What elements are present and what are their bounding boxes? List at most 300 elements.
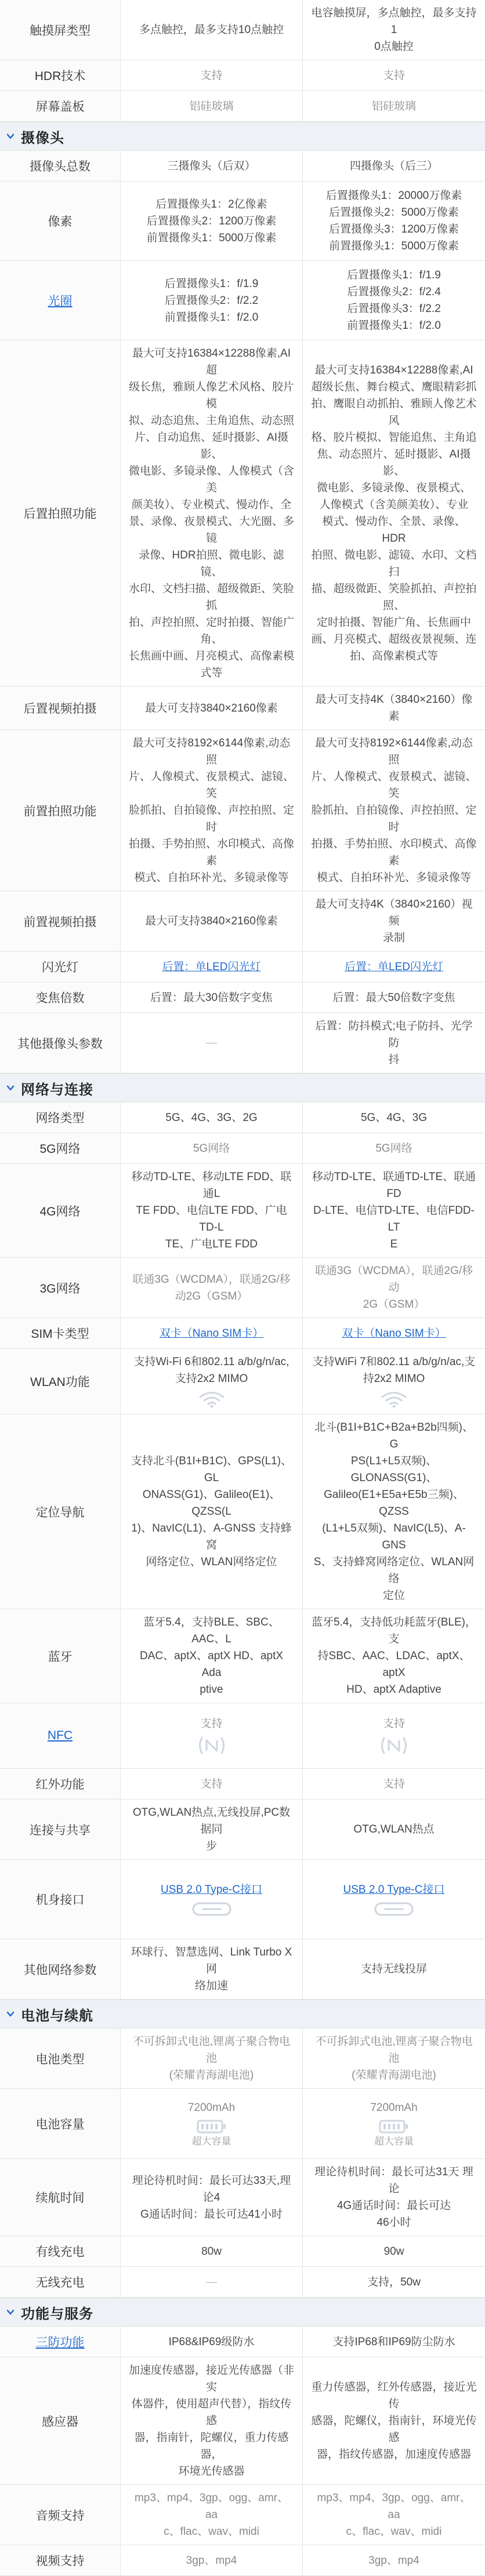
spec-label[interactable] [0, 1703, 121, 1768]
spec-value-a [121, 1609, 303, 1703]
spec-value-line: 0点触控 [374, 41, 414, 53]
spec-value-line: 拟、动态追焦、主角追焦、动态照 [129, 415, 295, 427]
spec-value-line: 3gp、mp4 [368, 2554, 419, 2567]
spec-value-line: 支持无线投屏 [360, 1963, 427, 1975]
spec-value-b [303, 1133, 485, 1163]
spec-value-line: 移动TD-LTE、移动LTE FDD、联通L [131, 1171, 292, 1200]
spec-value-a [121, 2327, 303, 2357]
spec-row [0, 1133, 485, 1164]
spec-value-a [121, 2267, 303, 2297]
spec-value-b [303, 2327, 485, 2357]
spec-value-line: 最大可支持8192×6144像素,动态照 [132, 737, 291, 766]
spec-value-b [303, 982, 485, 1013]
spec-value-line: 描、超级微距、笑脸抓拍、声控拍照、 [311, 583, 477, 612]
spec-value-line: 最大可支持3840×2160像素 [145, 702, 278, 714]
section-title: 电池与续航 [21, 2008, 93, 2024]
spec-value-line: 抖 [388, 1054, 400, 1066]
spec-value-line: 器，指纹传感器，加速度传感器 [316, 2448, 471, 2461]
spec-row [0, 1013, 485, 1073]
spec-label-text: 感应器 [42, 2415, 78, 2429]
spec-label-text: HDR技术 [34, 70, 86, 83]
spec-value-line: 支持，50w [367, 2276, 421, 2288]
spec-value-line: TE、广电LTE FDD [165, 1238, 258, 1250]
spec-value-line: 级长焦，雅顾人像艺术风格、胶片模 [129, 381, 295, 410]
section-title: 功能与服务 [21, 2306, 93, 2322]
spec-value-a[interactable] [121, 1860, 303, 1939]
spec-value-line: 环球行、智慧选网、Link Turbo X网 [131, 1946, 292, 1975]
spec-value-line: 后置摄像头2：f/2.2 [164, 294, 259, 307]
spec-label [0, 182, 121, 260]
spec-row [0, 687, 485, 730]
spec-row [0, 1860, 485, 1939]
spec-label [0, 730, 121, 891]
spec-value-line: 模式、慢动作、全景、录像、HDR [322, 516, 466, 545]
spec-label-link[interactable]: 光圈 [48, 295, 73, 308]
spec-value-a [121, 1013, 303, 1073]
spec-row [0, 1414, 485, 1609]
spec-value-line: OTG,WLAN热点,无线投屏,PC数据同 [132, 1806, 291, 1835]
spec-row [0, 1703, 485, 1769]
spec-value-line: 人像模式（含美颜美妆）、专业 [319, 499, 469, 511]
spec-label-text: 音频支持 [35, 2509, 85, 2523]
spec-row [0, 1102, 485, 1133]
spec-value-line: 支持Wi-Fi 6和802.11 a/b/g/n/ac, [133, 1356, 289, 1368]
spec-value-line: 定位 [382, 1590, 405, 1602]
spec-value-a [121, 982, 303, 1013]
spec-value-b [303, 2267, 485, 2297]
spec-value-b [303, 261, 485, 340]
spec-label-text: 前置拍照功能 [23, 804, 97, 818]
section-header[interactable] [0, 1073, 485, 1102]
spec-label [0, 1799, 121, 1859]
spec-value-line: 格、胶片模拟、智能追焦、主角追 [311, 431, 477, 444]
spec-value-b [303, 730, 485, 891]
spec-row [0, 2545, 485, 2576]
spec-value-line: 铝硅玻璃 [189, 100, 234, 113]
battery-icon [197, 2120, 227, 2134]
spec-label[interactable] [0, 2327, 121, 2357]
spec-value-line: (荣耀青海湖电池) [169, 2069, 254, 2081]
spec-label [0, 1769, 121, 1799]
spec-value-b [303, 891, 485, 951]
spec-value-b [303, 2357, 485, 2484]
spec-row [0, 340, 485, 687]
spec-value-line: 景、录像、夜景模式、大光圈、多镜 [129, 516, 295, 545]
spec-row [0, 2485, 485, 2545]
spec-value-line: 拍、高像素模式等 [349, 650, 438, 662]
spec-value-a [121, 687, 303, 730]
spec-label [0, 952, 121, 982]
nfc-icon [381, 1736, 407, 1755]
spec-value-line: (荣耀青海湖电池) [352, 2069, 436, 2081]
spec-value-a[interactable] [121, 952, 303, 982]
spec-label [0, 2485, 121, 2545]
spec-label-text: 变焦倍数 [35, 992, 85, 1005]
spec-value-a [121, 1349, 303, 1414]
spec-value-line: 前置摄像头1：f/2.0 [164, 311, 259, 324]
spec-value-line: 后置摄像头2：f/2.4 [347, 286, 441, 298]
spec-value-a [121, 2485, 303, 2545]
spec-row [0, 1164, 485, 1258]
spec-value-line: mp3、mp4、3gp、ogg、amr、aa [134, 2492, 289, 2521]
spec-label-text: 电池类型 [35, 2052, 85, 2066]
spec-value-line: 最大可支持4K（3840×2160）像素 [315, 694, 473, 723]
spec-value-line: 络加速 [194, 1980, 228, 1992]
spec-label-text: 3G网络 [39, 1282, 81, 1296]
spec-label-text: SIM卡类型 [31, 1327, 89, 1341]
spec-value-line: 持SBC、AAC、LDAC、aptX、aptX [317, 1650, 470, 1679]
spec-value-b[interactable] [303, 1860, 485, 1939]
spec-label [0, 1258, 121, 1318]
spec-value-a [121, 60, 303, 90]
spec-row [0, 0, 485, 60]
spec-value-line: 后置摄像头1：f/1.9 [164, 277, 259, 290]
spec-value-line: 拍照、微电影、滤镜、水印、文档扫 [311, 549, 477, 578]
spec-value-a [121, 261, 303, 340]
spec-value-a [121, 1102, 303, 1133]
spec-value-line: 长焦画中画、月亮模式、高像素模式等 [129, 650, 295, 679]
section-title: 网络与连接 [21, 1082, 93, 1098]
spec-label-link[interactable]: 三防功能 [35, 2336, 85, 2349]
spec-value-line: ptive [200, 1684, 223, 1696]
spec-value-b [303, 2159, 485, 2236]
spec-label-text: 定位导航 [35, 1505, 85, 1519]
spec-link-line[interactable]: 后置：单LED闪光灯 [345, 960, 443, 973]
spec-value-line: 不可拆卸式电池,锂离子聚合物电池 [132, 2036, 291, 2065]
spec-value-line: D-LTE、电信TD-LTE、电信FDD-LT [313, 1204, 475, 1233]
spec-value-line: 片、自动追焦、延时摄影、AI摄影、 [135, 431, 288, 460]
spec-label-text: 续航时间 [35, 2192, 85, 2205]
spec-link-line[interactable]: 双卡（Nano SIM卡） [342, 1327, 446, 1340]
spec-link-line[interactable]: USB 2.0 Type-C接口 [343, 1883, 445, 1896]
spec-row [0, 1318, 485, 1349]
spec-value-line: 水印、文档扫描、超级微距、笑脸抓 [129, 583, 295, 612]
spec-value-b [303, 1013, 485, 1073]
spec-value-line: S、支持蜂窝网络定位、WLAN网络 [313, 1556, 475, 1585]
spec-label [0, 1318, 121, 1348]
spec-value-line: 四摄像头（后三） [349, 159, 438, 172]
empty-value: — [206, 2276, 217, 2288]
spec-value-line: 支持 [200, 69, 223, 82]
spec-value-line: 后置摄像头3：f/2.2 [347, 303, 441, 315]
spec-value-line: mp3、mp4、3gp、ogg、amr、aa [317, 2492, 471, 2521]
chevron-down-icon[interactable] [0, 2000, 21, 2028]
spec-value-a [121, 0, 303, 60]
spec-label-text: WLAN功能 [30, 1376, 90, 1389]
spec-row [0, 1609, 485, 1703]
spec-value-line: 后置摄像头1：20000万像素 [325, 190, 462, 202]
spec-label-text: 视频支持 [35, 2555, 85, 2568]
spec-label [0, 1349, 121, 1414]
spec-value-a [121, 2236, 303, 2266]
spec-value-line: 联通3G（WCDMA），联通2G/移 [132, 1273, 291, 1286]
spec-row [0, 60, 485, 91]
spec-label-text: 网络类型 [35, 1112, 85, 1125]
spec-value-line: 拍、声控拍照、定时拍摄、智能广角、 [129, 616, 295, 645]
spec-label-text: 前置视频拍摄 [23, 915, 97, 929]
section-header[interactable] [0, 122, 485, 151]
spec-link-line[interactable]: 双卡（Nano SIM卡） [159, 1327, 264, 1340]
spec-value-line: 定时拍摄、智能广角、长焦画中 [316, 616, 471, 629]
spec-value-line: 后置摄像头1：f/1.9 [347, 269, 441, 281]
spec-value-line: 微电影、多镜录像、人像模式（含美 [129, 465, 295, 494]
spec-value-a [121, 1414, 303, 1609]
spec-value-line: c、flac、wav、midi [346, 2526, 442, 2538]
spec-value-line: 最大可支持16384×12288像素,AI超 [132, 347, 291, 376]
spec-value-line: 后置：最大50倍数字变焦 [332, 991, 455, 1004]
spec-value-a [121, 1703, 303, 1768]
spec-row [0, 2236, 485, 2267]
wifi-icon [198, 1391, 225, 1408]
spec-label [0, 2545, 121, 2575]
spec-row [0, 2357, 485, 2485]
spec-value-a [121, 730, 303, 891]
spec-value-line: 电容触摸屏，多点触控，最多支持1 [311, 7, 477, 36]
spec-label [0, 1102, 121, 1133]
spec-value-b [303, 1609, 485, 1703]
spec-value-line: E [390, 1238, 398, 1250]
spec-value-a [121, 1939, 303, 1999]
spec-value-line: 步 [205, 1840, 217, 1852]
spec-value-b [303, 1164, 485, 1257]
spec-value-b [303, 1769, 485, 1799]
spec-value-b [303, 60, 485, 90]
nfc-icon [198, 1736, 225, 1755]
spec-row [0, 730, 485, 891]
spec-value-a [121, 2357, 303, 2484]
spec-row [0, 982, 485, 1013]
spec-row [0, 151, 485, 182]
spec-value-b [303, 2485, 485, 2545]
spec-value-b [303, 2545, 485, 2575]
spec-value-b[interactable] [303, 952, 485, 982]
spec-value-b [303, 1349, 485, 1414]
spec-value-b [303, 0, 485, 60]
spec-value-line: 录制 [382, 932, 405, 944]
spec-label-text: 触摸屏类型 [30, 24, 91, 38]
section-title: 摄像头 [21, 130, 64, 146]
spec-value-line: 微电影、多镜录像、夜景模式、 [316, 482, 471, 494]
spec-value-line: 最大可支持8192×6144像素,动态照 [315, 737, 473, 766]
spec-value-b [303, 687, 485, 730]
spec-label [0, 2089, 121, 2158]
spec-value-line: 体器件，使用超声代替），指纹传感 [131, 2398, 292, 2427]
spec-value-line: Galileo(E1+E5a+E5b三频)、QZSS [324, 1489, 464, 1518]
spec-value-line: 支持 [382, 1777, 405, 1790]
spec-label-text: 屏幕盖板 [35, 100, 85, 114]
spec-label-text: 5G网络 [39, 1142, 81, 1156]
spec-value-line: TE FDD、电信LTE FDD、广电TD-L [136, 1204, 287, 1233]
spec-label-text: 后置拍照功能 [23, 507, 97, 521]
spec-value-line: 器，指南针，陀螺仪，重力传感器， [134, 2432, 289, 2461]
spec-value-line: 支持WiFi 7和802.11 a/b/g/n/ac,支 [312, 1356, 476, 1368]
spec-row [0, 1799, 485, 1860]
spec-label [0, 2159, 121, 2236]
spec-value-line: 80w [201, 2245, 222, 2258]
spec-label [0, 2267, 121, 2297]
spec-value-b [303, 2089, 485, 2158]
spec-label-text: 后置视频拍摄 [23, 702, 97, 716]
spec-link-line[interactable]: USB 2.0 Type-C接口 [161, 1883, 262, 1896]
section-header[interactable] [0, 2298, 485, 2327]
spec-label [0, 2029, 121, 2088]
spec-value-line: 最大可支持3840×2160像素 [145, 915, 278, 927]
section-header[interactable] [0, 2000, 485, 2029]
spec-value-line: 联通3G（WCDMA），联通2G/移动 [314, 1265, 473, 1294]
spec-value-line: 支持2x2 MIMO [175, 1373, 248, 1385]
spec-label [0, 151, 121, 181]
spec-value-line: 片、人像模式、夜景模式、滤镜、笑 [129, 771, 295, 800]
spec-label-text: 其他摄像头参数 [17, 1037, 103, 1051]
wifi-icon [381, 1391, 407, 1408]
spec-value-line: HD、aptX Adaptive [346, 1684, 441, 1696]
spec-value-a [121, 182, 303, 260]
spec-label-text: 闪光灯 [42, 961, 78, 974]
spec-value-line: 理论待机时间：最长可达33天,理论4 [132, 2174, 291, 2204]
spec-value-line: 画、月亮模式、超级夜景视频、连 [311, 633, 477, 645]
spec-value-line: 焦、动态照片、延时摄影、AI摄影、 [317, 448, 471, 477]
spec-label-link[interactable]: NFC [47, 1729, 73, 1742]
spec-label[interactable] [0, 261, 121, 340]
spec-value-a [121, 151, 303, 181]
spec-value-line: 支持 [382, 1717, 405, 1730]
spec-value-line: IP68&IP69级防水 [168, 2335, 255, 2348]
chevron-down-icon[interactable] [0, 2298, 21, 2326]
spec-link-line[interactable]: 后置：单LED闪光灯 [162, 960, 261, 973]
spec-label-text: 有线充电 [35, 2245, 85, 2259]
spec-value-line: 拍摄、手势拍照、水印模式、高像素 [311, 838, 477, 867]
spec-label [0, 1013, 121, 1073]
spec-value-line: 三摄像头（后双） [167, 159, 256, 172]
spec-value-b [303, 1703, 485, 1768]
spec-value-line: 1)、NavIC(L1)、A-GNSS 支持蜂窝 [131, 1522, 292, 1551]
spec-value-a[interactable] [121, 1318, 303, 1348]
spec-label-text: 蓝牙 [48, 1650, 73, 1664]
spec-value-b [303, 1799, 485, 1859]
spec-row [0, 182, 485, 261]
spec-label-text: 机身接口 [35, 1893, 85, 1907]
spec-value-line: 前置摄像头1：f/2.0 [347, 320, 441, 332]
spec-value-a [121, 2545, 303, 2575]
spec-value-line: 重力传感器，红外传感器，接近光传 [311, 2381, 477, 2410]
spec-value-line: 3gp、mp4 [186, 2554, 237, 2567]
spec-label-text: 无线充电 [35, 2276, 85, 2290]
spec-value-a [121, 1133, 303, 1163]
spec-value-b [303, 182, 485, 260]
spec-value-line: 理论待机时间：最长可达31天 理论 [314, 2166, 473, 2195]
capacity-caption: 超大容量 [191, 2135, 231, 2147]
spec-value-line: 环境光传感器 [178, 2465, 245, 2477]
chevron-down-icon[interactable] [0, 1074, 21, 1102]
spec-value-line: 前置摄像头1：5000万像素 [329, 240, 459, 252]
spec-value-line: 前置摄像头1：5000万像素 [146, 231, 277, 244]
spec-value-line: 5G网络 [193, 1142, 230, 1155]
spec-value-line: 90w [383, 2245, 404, 2258]
spec-value-line: 多点触控，最多支持10点触控 [139, 24, 284, 36]
spec-value-line: 最大可支持16384×12288像素,AI [314, 364, 473, 376]
spec-value-b[interactable] [303, 1318, 485, 1348]
chevron-down-icon[interactable] [0, 122, 21, 150]
spec-value-line: 脸抓拍、自拍镜像、声控拍照、定时 [311, 804, 477, 833]
spec-value-line: 脸抓拍、自拍镜像、声控拍照、定时 [129, 804, 295, 833]
spec-label-text: 摄像头总数 [30, 160, 91, 173]
spec-value-line: 5G、4G、3G、2G [165, 1111, 258, 1124]
spec-value-line: 5G网络 [375, 1142, 412, 1155]
spec-value-line: 网络定位、WLAN网络定位 [146, 1556, 277, 1568]
spec-label [0, 1414, 121, 1609]
spec-value-line: PS(L1+L5双频)、GLONASS(G1)、 [350, 1455, 437, 1484]
spec-value-line: 感器，陀螺仪，指南针，环境光传感 [311, 2415, 477, 2444]
spec-value-b [303, 1414, 485, 1609]
spec-value-a [121, 2029, 303, 2088]
spec-value-line: 2G（GSM） [363, 1298, 425, 1311]
spec-value-line: 后置摄像头2：5000万像素 [329, 206, 459, 219]
spec-value-line: 拍、鹰眼自动抓拍、雅顾人像艺术风 [311, 398, 477, 427]
spec-value-b [303, 91, 485, 121]
spec-value-line: 颜美妆）、专业模式、慢动作、全 [131, 499, 292, 511]
spec-row [0, 1349, 485, 1414]
spec-label [0, 60, 121, 90]
spec-label [0, 1939, 121, 1999]
spec-label [0, 687, 121, 730]
spec-value-line: 4G通话时间：最长可达 [336, 2200, 451, 2212]
spec-row [0, 2089, 485, 2159]
spec-value-b [303, 2029, 485, 2088]
spec-label [0, 982, 121, 1013]
spec-value-a [121, 1799, 303, 1859]
spec-value-line: 7200mAh [187, 2101, 236, 2114]
spec-row [0, 1769, 485, 1799]
spec-value-b [303, 340, 485, 686]
spec-value-line: 蓝牙5.4，支持低功耗蓝牙(BLE)，支 [312, 1616, 476, 1645]
spec-value-line: 后置摄像头2：1200万像素 [146, 215, 277, 227]
spec-value-line: 模式、自拍环补光、多镜录像等 [316, 872, 471, 884]
spec-row [0, 1939, 485, 2000]
spec-row [0, 2327, 485, 2357]
usb-c-icon [191, 1902, 232, 1917]
spec-label-text: 4G网络 [39, 1204, 81, 1218]
spec-row [0, 891, 485, 952]
spec-value-line: 动2G（GSM） [175, 1290, 248, 1302]
spec-label-text: 电池容量 [35, 2118, 85, 2131]
spec-value-line: c、flac、wav、midi [164, 2526, 259, 2538]
spec-label-text: 红外功能 [35, 1778, 85, 1791]
spec-value-line: OTG,WLAN热点 [353, 1823, 435, 1835]
usb-c-icon [374, 1902, 414, 1917]
spec-label-text: 连接与共享 [30, 1823, 91, 1837]
spec-value-line: 后置摄像头3：1200万像素 [329, 223, 459, 235]
spec-row [0, 261, 485, 340]
spec-row [0, 91, 485, 122]
spec-value-line: 片、人像模式、夜景模式、滤镜、笑 [311, 771, 477, 800]
spec-value-line: 支持北斗(B1I+B1C)、GPS(L1)、GL [131, 1455, 292, 1484]
spec-value-line: 持2x2 MIMO [363, 1373, 425, 1385]
spec-value-line: 录像、HDR拍照、微电影、滤镜、 [139, 549, 284, 578]
spec-value-b [303, 1102, 485, 1133]
spec-value-line: 超级长焦、舞台模式、鹰眼精彩抓 [311, 381, 477, 393]
spec-value-line: 7200mAh [370, 2101, 418, 2114]
spec-label-text: 像素 [48, 215, 73, 228]
spec-value-line: DAC、aptX、aptX HD、aptX Ada [139, 1650, 284, 1679]
spec-value-b [303, 2236, 485, 2266]
spec-label [0, 1164, 121, 1257]
spec-value-a [121, 891, 303, 951]
spec-value-line: (L1+L5双频)、NavIC(L5)、A-GNS [322, 1522, 466, 1551]
spec-value-a [121, 1769, 303, 1799]
spec-value-a [121, 1164, 303, 1257]
battery-icon [379, 2120, 409, 2134]
spec-value-line: ONASS(G1)、Galileo(E1)、QZSS(L [142, 1489, 281, 1518]
